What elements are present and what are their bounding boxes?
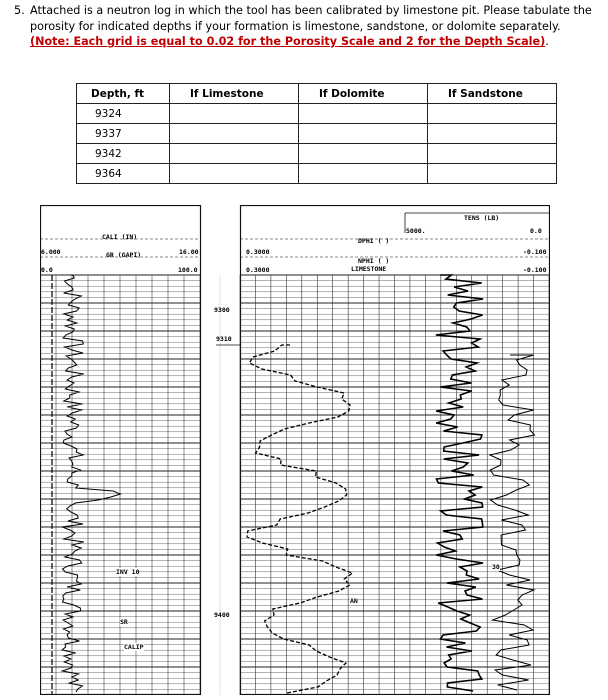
marker-right: 30 <box>492 563 500 571</box>
cali-label: CALI (IN) <box>102 233 138 241</box>
col-dolomite-header: If Dolomite <box>299 84 428 104</box>
gr-min: 0.0 <box>41 266 53 274</box>
question-block <box>14 3 599 50</box>
depth-cell: 9337 <box>77 124 170 144</box>
col-limestone-header: If Limestone <box>170 84 299 104</box>
sandstone-cell[interactable] <box>428 124 557 144</box>
question-note: (Note: Each grid is equal to 0.02 for the Porosity Scale and 2 for the Depth Scale) <box>30 35 546 48</box>
depth-9310: 9310 <box>216 335 232 343</box>
table-row <box>77 104 557 124</box>
sandstone-cell[interactable] <box>428 104 557 124</box>
table-header-row <box>77 84 557 104</box>
depth-9300: 9300 <box>214 306 230 314</box>
dphi-label: DPHI ( ) <box>358 237 390 245</box>
nphi-label: NPHI ( ) <box>358 257 390 265</box>
question-body: Attached is a neutron log in which the tool has been calibrated by limestone pit. Please tabulate the porosity for indicated depths if your formation is limestone, sandstone, or dolomite separately. <box>30 4 592 33</box>
question-text <box>30 3 599 50</box>
question-number: 5. <box>14 4 25 17</box>
porosity-table <box>76 83 557 184</box>
depth-cell: 9324 <box>77 104 170 124</box>
table-row <box>77 164 557 184</box>
gr-label: GR (GAPI) <box>106 251 142 259</box>
gr-max: 100.0 <box>178 266 198 274</box>
dolomite-cell[interactable] <box>299 164 428 184</box>
table-row <box>77 124 557 144</box>
dolomite-cell[interactable] <box>299 124 428 144</box>
tens-min: 5000. <box>406 227 426 235</box>
dolomite-cell[interactable] <box>299 144 428 164</box>
depth-9400: 9400 <box>214 611 230 619</box>
limestone-cell[interactable] <box>170 164 299 184</box>
inv-label: INV 10 <box>116 568 140 576</box>
calip-label: CALIP <box>124 643 144 651</box>
nphi-left: 0.3000 <box>246 266 270 274</box>
col-depth-header: Depth, ft <box>77 84 170 104</box>
sandstone-cell[interactable] <box>428 144 557 164</box>
limestone-cell[interactable] <box>170 104 299 124</box>
sandstone-cell[interactable] <box>428 164 557 184</box>
neutron-log <box>40 205 550 695</box>
marker-mid: AN <box>350 597 358 605</box>
limestone-label: LIMESTONE <box>351 265 387 273</box>
sr-label: SR <box>120 618 128 626</box>
limestone-cell[interactable] <box>170 144 299 164</box>
dphi-left: 0.3000 <box>246 248 270 256</box>
cali-max: 16.00 <box>179 248 199 256</box>
tens-max: 0.0 <box>530 227 542 235</box>
table-row <box>77 144 557 164</box>
depth-cell: 9342 <box>77 144 170 164</box>
cali-min: 6.000 <box>41 248 61 256</box>
log-graphic <box>40 205 550 695</box>
tens-label: TENS (LB) <box>464 214 500 222</box>
limestone-cell[interactable] <box>170 124 299 144</box>
nphi-right: -0.100 <box>523 266 547 274</box>
col-sandstone-header: If Sandstone <box>428 84 557 104</box>
dphi-right: -0.100 <box>523 248 547 256</box>
dolomite-cell[interactable] <box>299 104 428 124</box>
depth-cell: 9364 <box>77 164 170 184</box>
question-end: . <box>545 35 549 48</box>
